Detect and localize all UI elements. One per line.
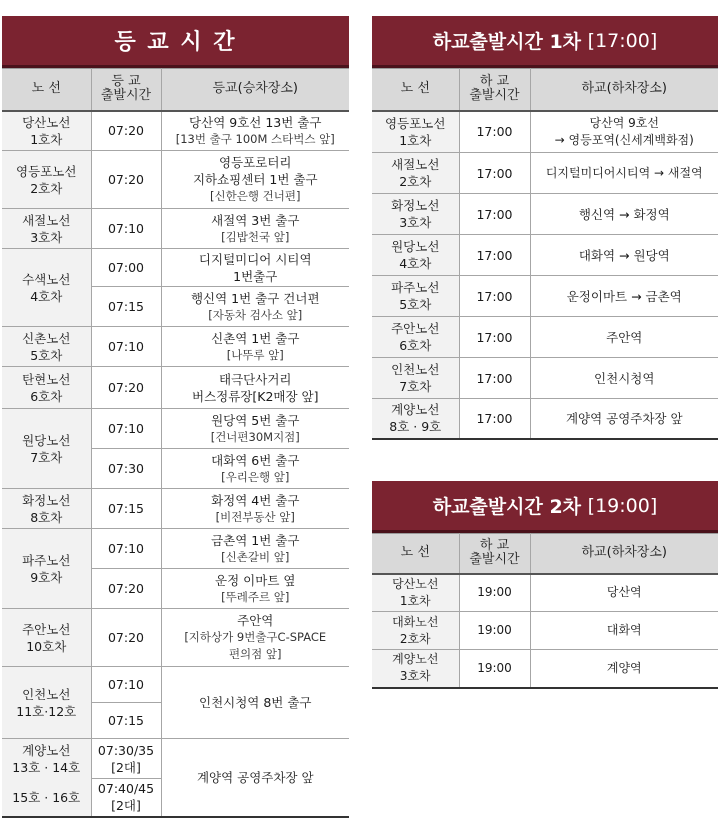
route-cell: 영등포노선 1호차	[372, 111, 459, 153]
table-row	[2, 151, 349, 209]
time-cell: 19:00	[459, 574, 530, 612]
place-cell: 금촌역 1번 출구 [신촌갈비 앞]	[161, 529, 349, 569]
header-place: 하교(하차장소)	[530, 69, 718, 111]
route-cell: 원당노선 4호차	[372, 235, 459, 276]
route-cell: 인천노선 11호·12호	[2, 667, 91, 739]
place-cell: 계양역 공영주차장 앞	[530, 399, 718, 439]
table-row	[372, 399, 718, 439]
time-cell: 07:00	[91, 249, 161, 287]
table-row	[2, 367, 349, 409]
route-cell: 파주노선 5호차	[372, 276, 459, 317]
time-cell: 17:00	[459, 317, 530, 358]
place-cell: 운정이마트 → 금촌역	[530, 276, 718, 317]
route-cell: 당산노선 1호차	[372, 574, 459, 612]
time-cell: 07:20	[91, 367, 161, 409]
route-cell: 화정노선 3호차	[372, 194, 459, 235]
header-place: 등교(승차장소)	[161, 69, 349, 111]
time-cell: 07:10	[91, 209, 161, 249]
table-row	[2, 409, 349, 449]
place-cell: 인천시청역 8번 출구	[161, 667, 349, 739]
morning-table	[2, 68, 349, 818]
afternoon2-title-time: [19:00]	[587, 494, 658, 517]
table-row	[2, 609, 349, 667]
time-cell: 07:20	[91, 151, 161, 209]
afternoon1-title-time: [17:00]	[587, 29, 658, 52]
table-row	[372, 574, 718, 612]
place-cell: 계양역 공영주차장 앞	[161, 739, 349, 817]
place-cell: 당산역 9호선 → 영등포역(신세계백화점)	[530, 111, 718, 153]
place-cell: 새절역 3번 출구 [김밥천국 앞]	[161, 209, 349, 249]
table-row	[2, 739, 349, 779]
route-cell: 신촌노선 5호차	[2, 327, 91, 367]
table-row	[372, 358, 718, 399]
place-cell: 주안역 [지하상가 9번출구C-SPACE 편의점 앞]	[161, 609, 349, 667]
table-row	[2, 249, 349, 287]
place-cell: 당산역 9호선 13번 출구 [13번 출구 100M 스타벅스 앞]	[161, 111, 349, 151]
table-row	[2, 529, 349, 569]
time-cell: 07:10	[91, 327, 161, 367]
route-cell: 대화노선 2호차	[372, 612, 459, 650]
route-cell: 수색노선 4호차	[2, 249, 91, 327]
table-row	[372, 612, 718, 650]
table-row	[372, 276, 718, 317]
afternoon2-table	[372, 533, 718, 689]
route-cell: 계양노선 8호 · 9호	[372, 399, 459, 439]
morning-title: 등 교 시 간	[114, 30, 237, 55]
table-row	[372, 194, 718, 235]
place-cell: 운정 이마트 옆 [뚜레주르 앞]	[161, 569, 349, 609]
table-row	[2, 489, 349, 529]
table-row	[2, 327, 349, 367]
time-cell: 07:20	[91, 111, 161, 151]
time-cell: 07:15	[91, 703, 161, 739]
route-cell: 영등포노선 2호차	[2, 151, 91, 209]
table-row	[372, 111, 718, 153]
route-cell: 원당노선 7호차	[2, 409, 91, 489]
place-cell: 인천시청역	[530, 358, 718, 399]
route-cell: 인천노선 7호차	[372, 358, 459, 399]
place-cell: 태극단사거리 버스정류장[K2매장 앞]	[161, 367, 349, 409]
place-cell: 디지털미디어 시티역 1번출구	[161, 249, 349, 287]
place-cell: 계양역	[530, 650, 718, 688]
place-cell: 대화역 → 원당역	[530, 235, 718, 276]
route-cell: 당산노선 1호차	[2, 111, 91, 151]
place-cell: 대화역 6번 출구 [우리은행 앞]	[161, 449, 349, 489]
place-cell: 행신역 → 화정역	[530, 194, 718, 235]
place-cell: 원당역 5번 출구 [건너편30M지점]	[161, 409, 349, 449]
route-cell: 새절노선 2호차	[372, 153, 459, 194]
time-cell: 17:00	[459, 358, 530, 399]
time-cell: 17:00	[459, 235, 530, 276]
time-cell: 17:00	[459, 399, 530, 439]
table-row	[372, 317, 718, 358]
route-cell: 주안노선 6호차	[372, 317, 459, 358]
header-time: 등 교 출발시간	[91, 69, 161, 111]
route-cell: 파주노선 9호차	[2, 529, 91, 609]
route-cell: 화정노선 8호차	[2, 489, 91, 529]
time-cell: 17:00	[459, 111, 530, 153]
place-cell: 디지털미디어시티역 → 새절역	[530, 153, 718, 194]
time-cell: 19:00	[459, 612, 530, 650]
route-cell: 탄현노선 6호차	[2, 367, 91, 409]
route-cell: 계양노선 13호 · 14호	[2, 739, 91, 779]
place-cell: 대화역	[530, 612, 718, 650]
header-time: 하 교 출발시간	[459, 69, 530, 111]
place-cell: 신촌역 1번 출구 [나뚜루 앞]	[161, 327, 349, 367]
place-cell: 영등포로터리 지하쇼핑센터 1번 출구 [신한은행 건너편]	[161, 151, 349, 209]
time-cell: 07:40/45 [2대]	[91, 779, 161, 817]
time-cell: 07:10	[91, 667, 161, 703]
afternoon1-title-banner	[372, 16, 718, 68]
table-row	[372, 153, 718, 194]
place-cell: 화정역 4번 출구 [비전부동산 앞]	[161, 489, 349, 529]
place-cell: 주안역	[530, 317, 718, 358]
afternoon1-title: 하교출발시간 1차	[432, 31, 582, 53]
table-row	[2, 111, 349, 151]
time-cell: 07:15	[91, 287, 161, 327]
header-time: 하 교 출발시간	[459, 534, 530, 574]
table-row	[2, 209, 349, 249]
table-row	[372, 235, 718, 276]
afternoon-schedule-panel-2	[372, 481, 718, 689]
afternoon2-title-banner	[372, 481, 718, 533]
morning-title-banner	[2, 16, 349, 68]
route-cell: 새절노선 3호차	[2, 209, 91, 249]
time-cell: 07:20	[91, 569, 161, 609]
route-cell: 주안노선 10호차	[2, 609, 91, 667]
header-place: 하교(하차장소)	[530, 534, 718, 574]
route-cell: 계양노선 3호차	[372, 650, 459, 688]
place-cell: 행신역 1번 출구 건너편 [자동차 검사소 앞]	[161, 287, 349, 327]
table-row	[2, 667, 349, 703]
time-cell: 17:00	[459, 194, 530, 235]
table-row	[372, 650, 718, 688]
time-cell: 17:00	[459, 153, 530, 194]
afternoon2-title: 하교출발시간 2차	[432, 496, 582, 518]
route-cell: 15호 · 16호	[2, 779, 91, 817]
time-cell: 07:10	[91, 529, 161, 569]
header-route: 노 선	[372, 534, 459, 574]
afternoon1-table	[372, 68, 718, 440]
time-cell: 07:30	[91, 449, 161, 489]
time-cell: 07:10	[91, 409, 161, 449]
afternoon-schedule-panel-1	[372, 16, 718, 440]
time-cell: 19:00	[459, 650, 530, 688]
time-cell: 07:20	[91, 609, 161, 667]
morning-schedule-panel	[2, 16, 349, 818]
place-cell: 당산역	[530, 574, 718, 612]
time-cell: 07:15	[91, 489, 161, 529]
header-route: 노 선	[2, 69, 91, 111]
time-cell: 17:00	[459, 276, 530, 317]
time-cell: 07:30/35 [2대]	[91, 739, 161, 779]
header-route: 노 선	[372, 69, 459, 111]
